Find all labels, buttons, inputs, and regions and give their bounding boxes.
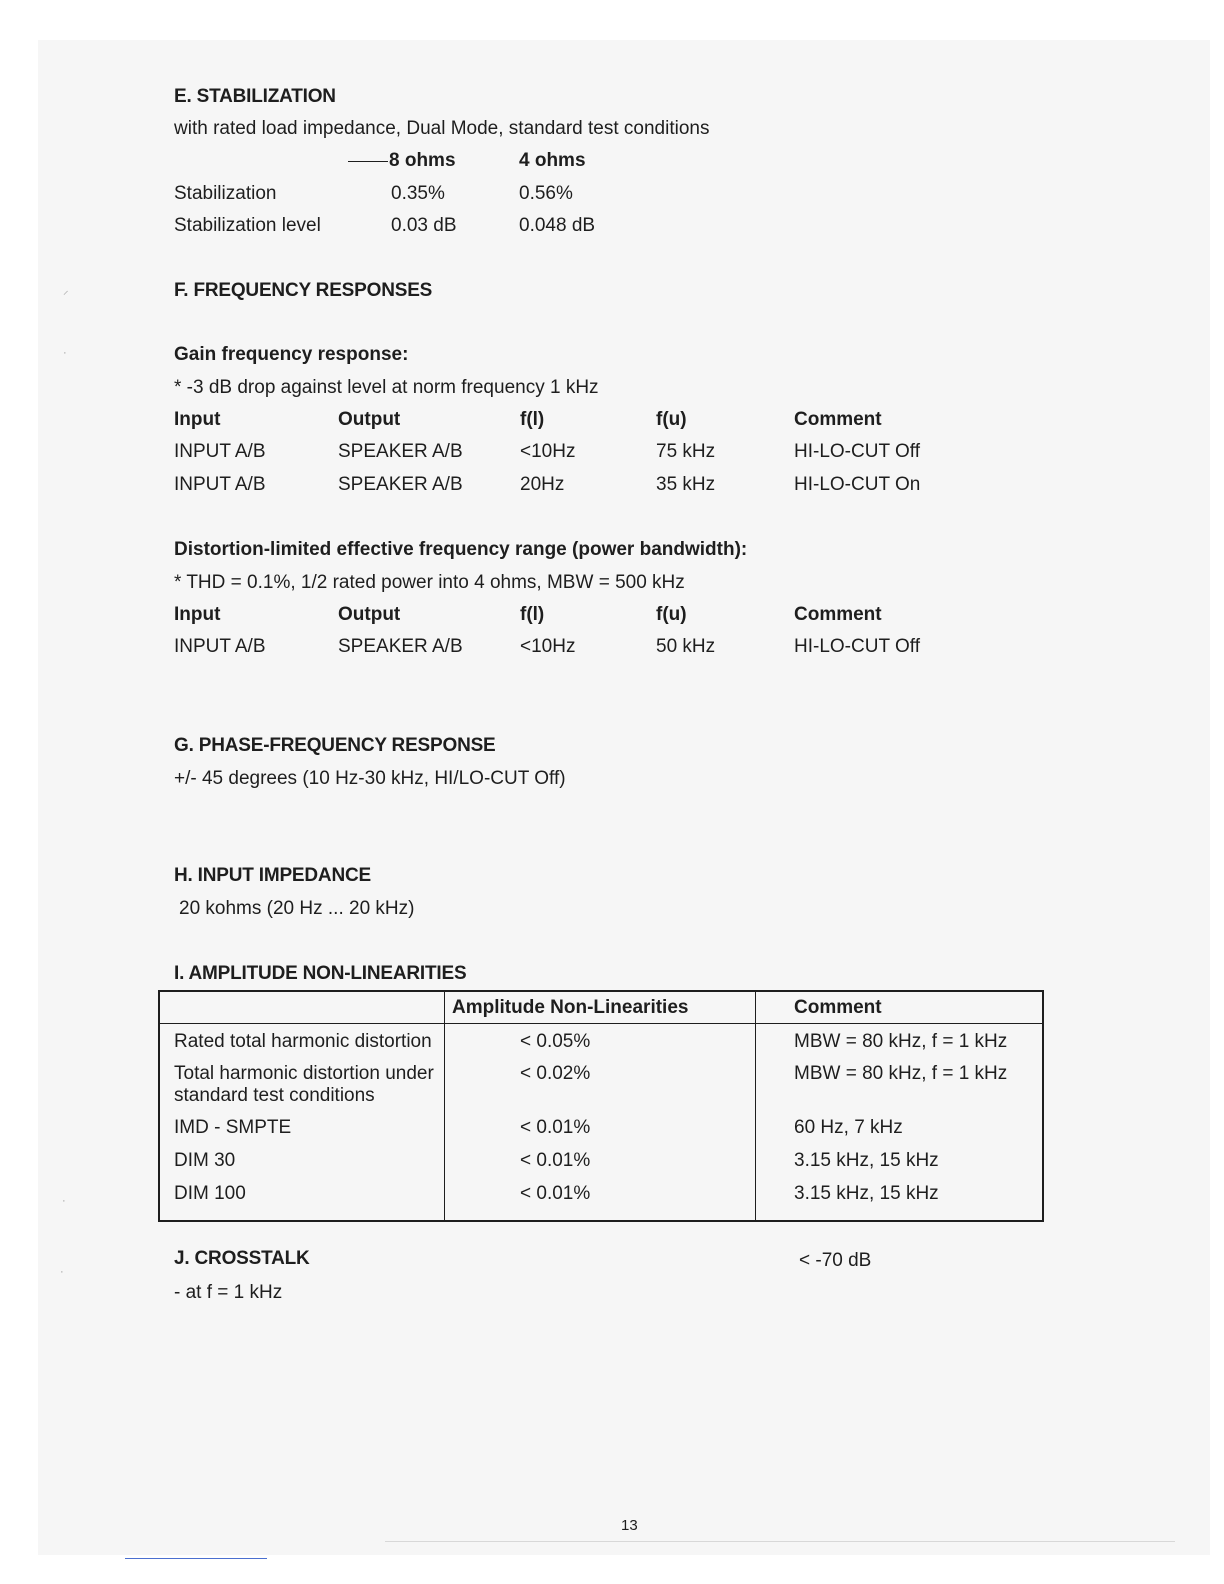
table-row-value: < 0.02% [520,1063,591,1084]
section-f-heading: F. FREQUENCY RESPONSES [174,280,433,301]
stab-col-8ohms: 8 ohms [348,149,456,173]
stab-row-label: Stabilization level [174,215,321,236]
gain-header-comment: Comment [794,409,882,430]
footer-rule [385,1541,1175,1542]
scan-speck: · [62,1195,66,1207]
gain-header-output: Output [338,409,401,430]
stab-row-4ohms: 0.56% [519,183,573,204]
table-divider [755,992,756,1220]
section-e-subtitle: with rated load impedance, Dual Mode, standard test conditions [174,118,710,139]
table-row-label-line2: standard test conditions [174,1085,375,1106]
dist-row-comment: HI-LO-CUT Off [794,636,920,657]
dist-header-comment: Comment [794,604,882,625]
dist-row-input: INPUT A/B [174,636,266,657]
section-e-heading: E. STABILIZATION [174,86,336,107]
section-h-heading: H. INPUT IMPEDANCE [174,865,371,886]
section-g-heading: G. PHASE-FREQUENCY RESPONSE [174,735,496,756]
footer-blue-rule [125,1558,267,1559]
dist-row-fl: <10Hz [520,636,576,657]
dist-header-fu: f(u) [656,604,687,625]
table-row-value: < 0.01% [520,1117,591,1138]
table-header-comment: Comment [794,997,882,1018]
table-row-label: Rated total harmonic distortion [174,1031,432,1052]
gain-row-fu: 35 kHz [656,474,716,495]
dist-row-fu: 50 kHz [656,636,716,657]
table-row-label: Total harmonic distortion under [174,1063,434,1084]
scan-speck: ⸝ [63,285,69,297]
gain-row-comment: HI-LO-CUT On [794,474,921,495]
dist-header-output: Output [338,604,401,625]
section-h-text: 20 kohms (20 Hz ... 20 kHz) [179,898,415,919]
gain-header-input: Input [174,409,221,430]
table-row-comment: 3.15 kHz, 15 kHz [794,1150,939,1171]
gain-row-input: INPUT A/B [174,474,266,495]
table-row-comment: MBW = 80 kHz, f = 1 kHz [794,1031,1008,1052]
gain-row-fu: 75 kHz [656,441,716,462]
table-header-amplitude: Amplitude Non-Linearities [452,997,689,1018]
table-row-comment: 3.15 kHz, 15 kHz [794,1183,939,1204]
table-row-label: DIM 30 [174,1150,236,1171]
gain-title: Gain frequency response: [174,344,409,365]
scan-speck: · [63,347,67,359]
distortion-title: Distortion-limited effective frequency range (power bandwidth): [174,539,748,560]
section-g-text: +/- 45 degrees (10 Hz-30 kHz, HI/LO-CUT Off) [174,768,566,789]
stab-row-4ohms: 0.048 dB [519,215,596,236]
dist-header-input: Input [174,604,221,625]
section-j-value: < -70 dB [799,1250,872,1271]
gain-row-fl: 20Hz [520,474,565,495]
scan-speck: · [60,1266,64,1278]
table-row-label: IMD - SMPTE [174,1117,292,1138]
page-number: 13 [621,1517,638,1534]
stab-row-8ohms: 0.03 dB [391,215,457,236]
stab-row-8ohms: 0.35% [391,183,445,204]
gain-row-output: SPEAKER A/B [338,474,463,495]
dist-header-fl: f(l) [520,604,545,625]
stab-col-4ohms: 4 ohms [519,150,586,171]
amplitude-table [158,990,1044,1222]
table-row-comment: 60 Hz, 7 kHz [794,1117,903,1138]
table-row-label: DIM 100 [174,1183,246,1204]
table-row-comment: MBW = 80 kHz, f = 1 kHz [794,1063,1008,1084]
gain-row-output: SPEAKER A/B [338,441,463,462]
table-header-rule [160,1023,1042,1024]
gain-header-fu: f(u) [656,409,687,430]
gain-header-fl: f(l) [520,409,545,430]
stab-row-label: Stabilization [174,183,277,204]
distortion-note: * THD = 0.1%, 1/2 rated power into 4 ohms, MBW = 500 kHz [174,572,685,593]
gain-note: * -3 dB drop against level at norm frequency 1 kHz [174,377,599,398]
table-row-value: < 0.05% [520,1031,591,1052]
dist-row-output: SPEAKER A/B [338,636,463,657]
table-row-value: < 0.01% [520,1183,591,1204]
section-i-heading: I. AMPLITUDE NON-LINEARITIES [174,963,467,984]
table-row-value: < 0.01% [520,1150,591,1171]
gain-row-fl: <10Hz [520,441,576,462]
table-divider [444,992,445,1220]
gain-row-input: INPUT A/B [174,441,266,462]
gain-row-comment: HI-LO-CUT Off [794,441,920,462]
blank-underline [348,161,388,162]
section-j-sub: - at f = 1 kHz [174,1282,283,1303]
section-j-heading: J. CROSSTALK [174,1248,310,1269]
